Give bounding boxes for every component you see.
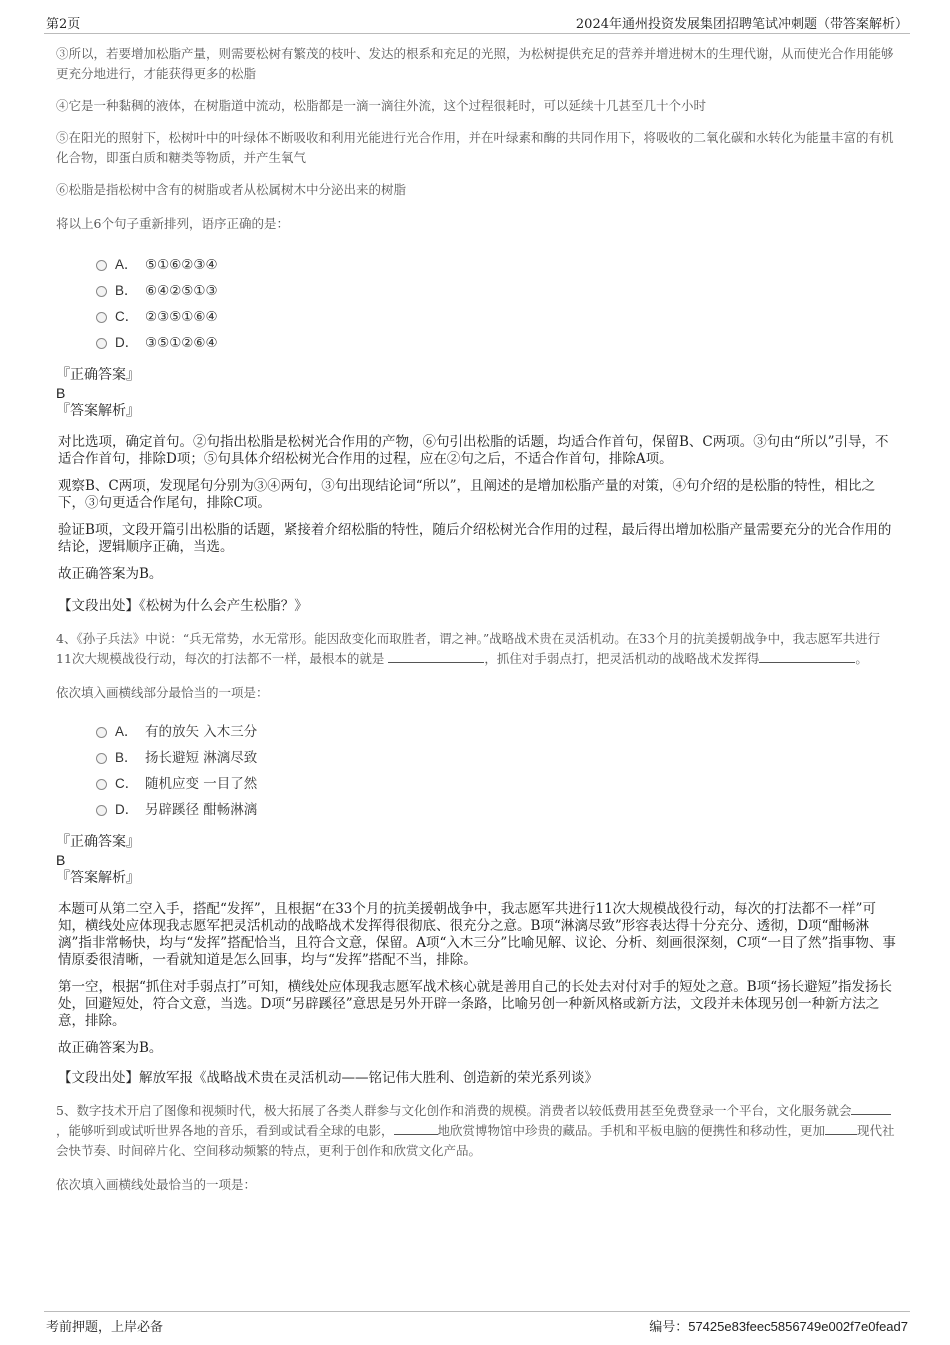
q5-prompt: 依次填入画横线处最恰当的一项是：: [56, 1177, 257, 1192]
q3-analysis-label: 『答案解析』: [56, 403, 140, 419]
option-key: B．: [115, 750, 138, 765]
q4-blank-1: [388, 650, 484, 663]
q3-sentence-4: ④它是一种黏稠的液体，在树脂道中流动，松脂都是一滴一滴往外流，这个过程很耗时，可以延续十几甚至几十个小时: [56, 98, 707, 113]
q4-stem: [56, 629, 896, 669]
q5-stem: [56, 1101, 896, 1161]
q3-source: 【文段出处】《松树为什么会产生松脂？》: [58, 598, 308, 614]
q3-option-c[interactable]: [96, 304, 896, 330]
page-number: 第2页: [46, 17, 81, 32]
q4-option-b[interactable]: [96, 745, 896, 771]
option-text: ②③⑤①⑥④: [145, 309, 218, 325]
q3-analysis-1: 对比选项，确定首句。②句指出松脂是松树光合作用的产物，⑥句引出松脂的话题，均适合作首句，保留B、C两项。③句由“所以”引导，不适合作首句，排除D项；⑤句具体介绍松树光合作用的过程，应在②句之后，不适合作首句，排除A项。: [58, 434, 889, 467]
q3-option-d[interactable]: [96, 330, 896, 356]
page-footer: [0, 1306, 950, 1336]
q5-stem-part4: 现代社会快节奏、时间碎片化、空间移动频繁的特点，更利于创作和欣赏文化产品。: [56, 1123, 895, 1158]
q5-stem-part1: 5、数字技术开启了图像和视频时代，极大拓展了各类人群参与文化创作和消费的规模。消费者以较低费用甚至免费登录一个平台，文化服务就会: [56, 1103, 852, 1118]
option-text: 扬长避短 淋漓尽致: [145, 750, 258, 766]
radio-icon[interactable]: [96, 753, 107, 764]
q4-prompt: 依次填入画横线部分最恰当的一项是：: [56, 685, 269, 700]
page-content: [56, 44, 896, 1209]
footer-code: [649, 1316, 908, 1335]
option-text: ③⑤①②⑥④: [145, 335, 218, 351]
option-text: 有的放矢 入木三分: [145, 724, 258, 740]
radio-icon[interactable]: [96, 727, 107, 738]
q4-stem-part3: 。: [855, 651, 868, 666]
q3-options: [96, 252, 896, 356]
q4-stem-part2: ，抓住对手弱点打，把灵活机动的战略战术发挥得: [484, 651, 760, 666]
radio-icon[interactable]: [96, 286, 107, 297]
q3-sentence-5: ⑤在阳光的照射下，松树叶中的叶绿体不断吸收和利用光能进行光合作用，并在叶绿素和酶的共同作用下，将吸收的二氧化碳和水转化为能量丰富的有机化合物，即蛋白质和糖类等物质，并产生氧气: [56, 130, 894, 165]
q3-answer: B: [56, 385, 66, 401]
q3-prompt: 将以上6个句子重新排列，语序正确的是：: [56, 216, 289, 231]
q3-analysis-2: 观察B、C两项，发现尾句分别为③④两句，③句出现结论词“所以”，且阐述的是增加松脂产量的对策，④句介绍的是松脂的特性，相比之下，③句更适合作尾句，排除C项。: [58, 478, 876, 511]
radio-icon[interactable]: [96, 805, 107, 816]
q4-options: [96, 719, 896, 823]
option-text: ⑤①⑥②③④: [145, 257, 218, 273]
option-key: C．: [115, 776, 139, 791]
q3-answer-label: 『正确答案』: [56, 367, 140, 383]
q4-analysis-3: 故正确答案为B。: [58, 1040, 163, 1056]
option-text: 随机应变 一目了然: [145, 776, 258, 792]
document-title: 2024年通州投资发展集团招聘笔试冲刺题（带答案解析）: [575, 17, 908, 32]
q5-stem-part3: 地欣赏博物馆中珍贵的藏品。手机和平板电脑的便携性和移动性，更加: [437, 1123, 826, 1138]
radio-icon[interactable]: [96, 338, 107, 349]
option-key: B．: [115, 283, 138, 298]
q4-option-c[interactable]: [96, 771, 896, 797]
q3-option-b[interactable]: [96, 278, 896, 304]
radio-icon[interactable]: [96, 779, 107, 790]
option-key: A．: [115, 257, 138, 272]
q5-blank-2: [394, 1122, 438, 1135]
q4-option-a[interactable]: [96, 719, 896, 745]
q4-blank-2: [759, 650, 855, 663]
option-text: 另辟蹊径 酣畅淋漓: [145, 802, 258, 818]
option-key: D．: [115, 802, 139, 817]
option-key: C．: [115, 309, 139, 324]
q5-blank-1: [851, 1102, 891, 1115]
header-divider: [44, 33, 910, 34]
footer-code-value: 57425e83feec5856749e002f7e0fead7: [688, 1319, 908, 1334]
q3-analysis-4: 故正确答案为B。: [58, 566, 163, 582]
q5-stem-part2: ，能够听到或试听世界各地的音乐，看到或试看全球的电影，: [56, 1123, 394, 1138]
footer-divider: [44, 1311, 910, 1312]
q4-option-d[interactable]: [96, 797, 896, 823]
footer-code-label: 编号：: [649, 1320, 689, 1335]
q4-analysis-1: 本题可从第二空入手，搭配“发挥”，且根据“在33个月的抗美援朝战争中，我志愿军共进行11次大规模战役行动，每次的打法都不一样”可知，横线处应体现我志愿军把灵活机动的战略战术发挥得很彻底、很充分之意。B项“淋漓尽致”形容表达得十分充分、透彻，D项“酣畅淋漓”指非常畅快，均与“发挥”搭配恰当，且符合文意，保留。A项“入木三分”比喻见解、议论、分析、刻画很深刻，C项“一目了然”指事物、事情原委很清晰，一看就知道是怎么回事，均与“发挥”搭配不当，排除。: [58, 901, 896, 968]
q3-option-a[interactable]: [96, 252, 896, 278]
radio-icon[interactable]: [96, 260, 107, 271]
q4-analysis-label: 『答案解析』: [56, 870, 140, 886]
page-header: [0, 0, 950, 34]
q5-blank-3: [825, 1122, 857, 1135]
q4-stem-part1: 4、《孙子兵法》中说：“兵无常势，水无常形。能因敌变化而取胜者，谓之神。”战略战术贵在灵活机动。在33个月的抗美援朝战争中，我志愿军共进行11次大规模战役行动，每次的打法都不一样，最根本的就是: [56, 631, 881, 666]
q3-sentence-6: ⑥松脂是指松树中含有的树脂或者从松属树木中分泌出来的树脂: [56, 182, 407, 197]
q3-analysis-3: 验证B项，文段开篇引出松脂的话题，紧接着介绍松脂的特性，随后介绍松树光合作用的过程，最后得出增加松脂产量需要充分的光合作用的结论，逻辑顺序正确，当选。: [58, 522, 892, 555]
option-key: A．: [115, 724, 138, 739]
q4-answer: B: [56, 852, 66, 868]
q3-sentence-3: ③所以，若要增加松脂产量，则需要松树有繁茂的枝叶、发达的根系和充足的光照，为松树提供充足的营养并增进树木的生理代谢，从而使光合作用能够更充分地进行，才能获得更多的松脂: [56, 46, 894, 81]
q4-source: 【文段出处】解放军报《战略战术贵在灵活机动——铭记伟大胜利、创造新的荣光系列谈》: [58, 1070, 598, 1086]
option-key: D．: [115, 335, 139, 350]
option-text: ⑥④②⑤①③: [145, 283, 218, 299]
q4-analysis-2: 第一空，根据“抓住对手弱点打”可知，横线处应体现我志愿军战术核心就是善用自己的长处去对付对手的短处之意。B项“扬长避短”指发扬长处，回避短处，符合文意，当选。D项“另辟蹊径”意思是另外开辟一条路，比喻另创一种新风格或新方法，文段并未体现另创一种新方法之意，排除。: [58, 979, 893, 1029]
radio-icon[interactable]: [96, 312, 107, 323]
q4-answer-label: 『正确答案』: [56, 834, 140, 850]
footer-slogan: 考前押题，上岸必备: [46, 1320, 164, 1335]
